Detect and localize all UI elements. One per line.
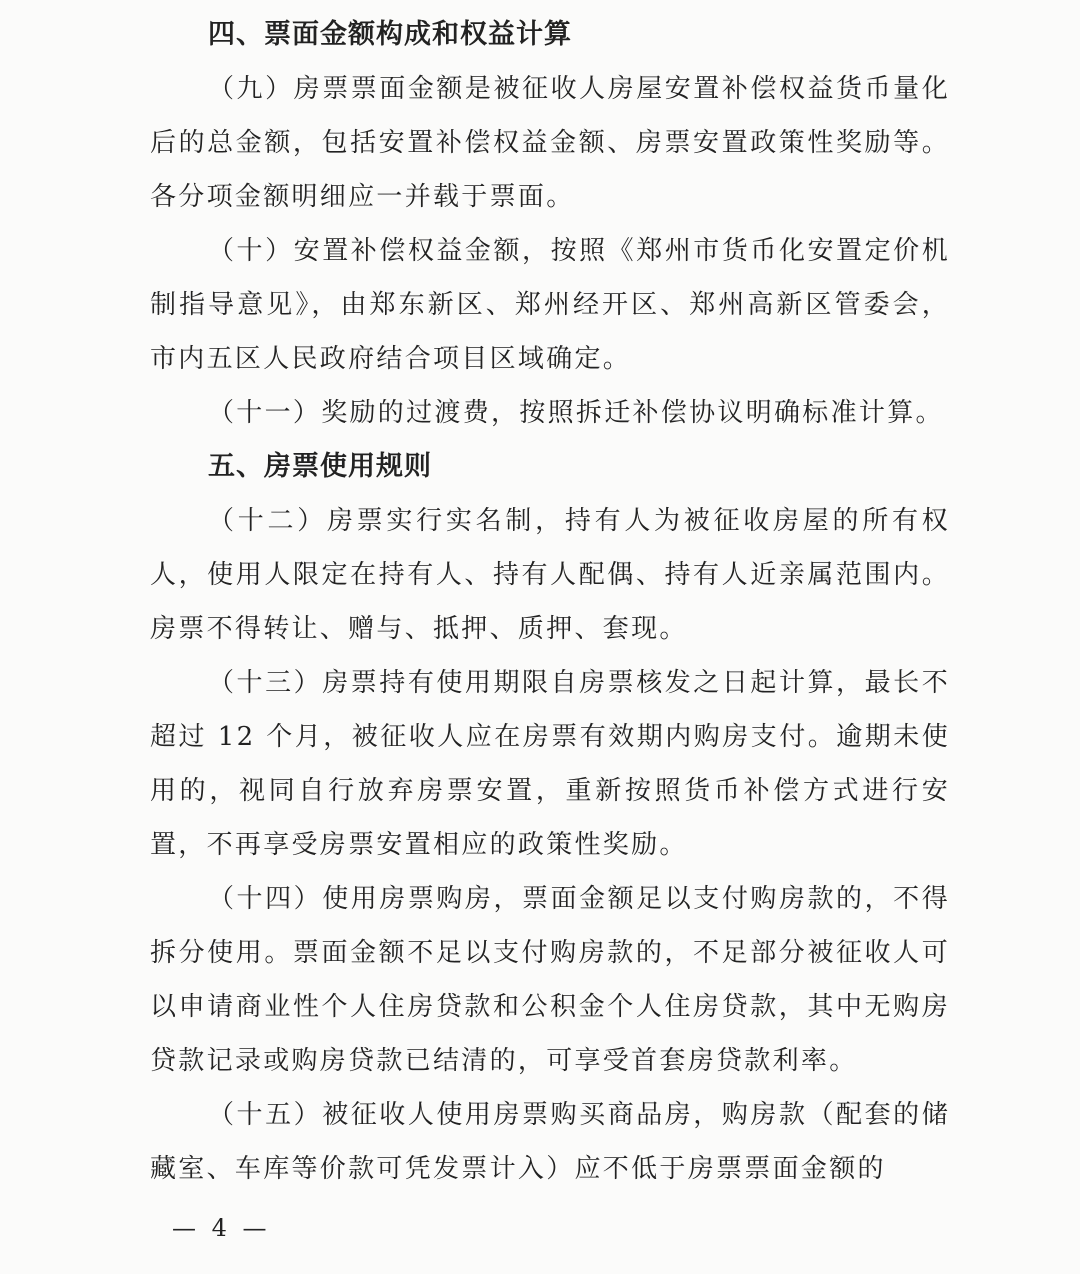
section-heading-4: 四、票面金额构成和权益计算: [208, 19, 572, 50]
section-heading-5: 五、房票使用规则: [208, 451, 432, 482]
clause-14: （十四）使用房票购房，票面金额足以支付购房款的，不得拆分使用。票面金额不足以支付购房款的，不足部分被征收人可以申请商业性个人住房贷款和公积金个人住房贷款，其中无购房贷款记录或购房贷款已结清的，可享受首套房贷款利率。: [150, 884, 950, 1076]
clause-15: （十五）被征收人使用房票购买商品房，购房款（配套的储藏室、车库等价款可凭发票计入）应不低于房票票面金额的: [150, 1100, 950, 1184]
clause-13: （十三）房票持有使用期限自房票核发之日起计算，最长不超过 12 个月，被征收人应在房票有效期内购房支付。逾期未使用的，视同自行放弃房票安置，重新按照货币补偿方式进行安置，不再享受房票安置相应的政策性奖励。: [150, 668, 950, 860]
clause-10: （十）安置补偿权益金额，按照《郑州市货币化安置定价机制指导意见》，由郑东新区、郑州经开区、郑州高新区管委会，市内五区人民政府结合项目区域确定。: [150, 236, 950, 374]
page-number: — 4 —: [172, 1214, 271, 1242]
clause-12: （十二）房票实行实名制，持有人为被征收房屋的所有权人，使用人限定在持有人、持有人配偶、持有人近亲属范围内。房票不得转让、赠与、抵押、质押、套现。: [150, 506, 950, 644]
clause-9: （九）房票票面金额是被征收人房屋安置补偿权益货币量化后的总金额，包括安置补偿权益金额、房票安置政策性奖励等。各分项金额明细应一并载于票面。: [150, 74, 950, 212]
clause-11: （十一）奖励的过渡费，按照拆迁补偿协议明确标准计算。: [208, 398, 944, 428]
document-body: [150, 8, 950, 1196]
